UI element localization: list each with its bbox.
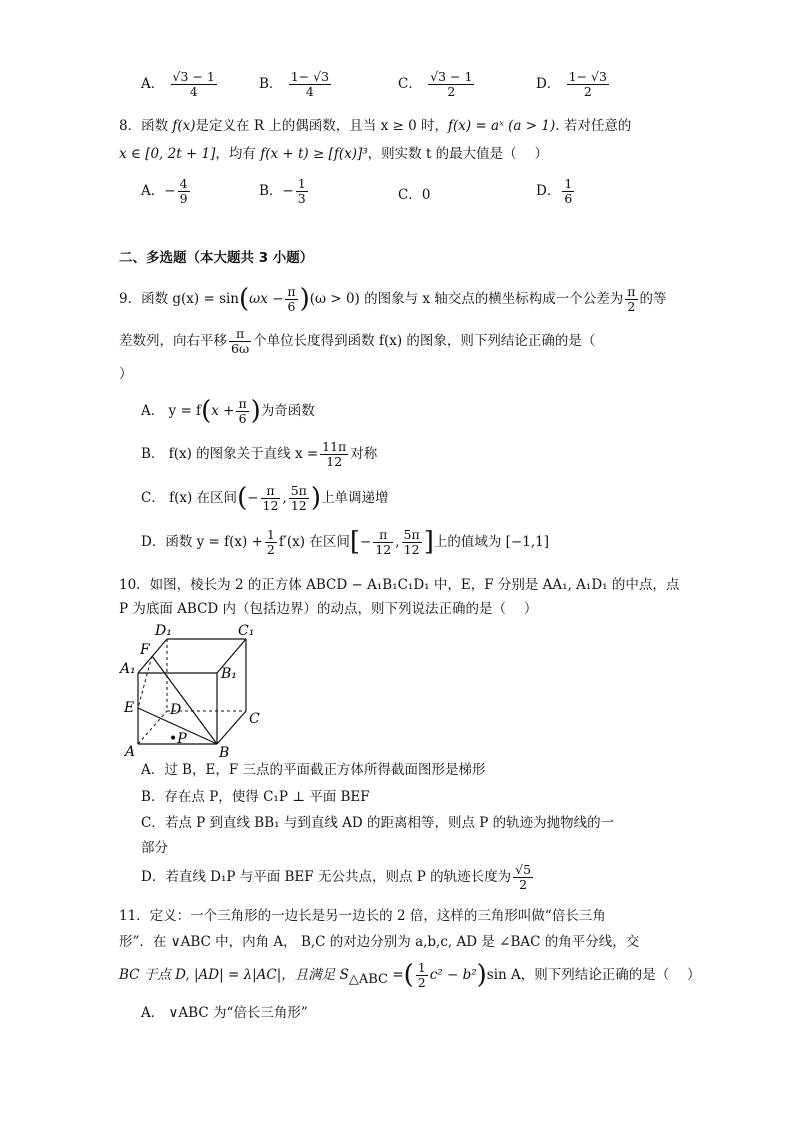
section-heading: 二、多选题（本大题共 3 小题） [119,250,314,266]
q10-option-c-line-1: C．若点 P 到直线 BB₁ 与到直线 AD 的距离相等，则点 P 的轨迹为抛物线的一 [141,815,615,831]
q9-line-3: ） [119,366,133,382]
q11-line-2: 形”．在 ∨ABC 中，内角 A， B,C 的对边分别为 a,b,c, AD 是 ∠BAC 的角平分线，交 [119,934,640,950]
label-a: A [125,744,136,760]
q11-option-a: A． ∨ABC 为“倍长三角形” [141,1005,308,1021]
q11-line-3: BC 于点 D, |AD| = λ|AC|，且满足 $S_{\triangle ABC}$ =( $\frac{1}{2}$ c² − b²)sin A，则下列结论正确的是（ ） [119,960,701,991]
q9-option-c: C． f(x) 在区间(− $\frac{\pi}{12}$ , $\frac{5\pi}{12}$ )上单调递增 [141,483,389,514]
label-b: B [219,745,230,761]
label-p: •P [169,731,187,747]
q8-option-a: A．− $\frac{4}{9}$ [141,176,188,206]
q7-a-fraction: $\frac{√3 - 1}{4}$ [172,69,215,99]
q9-line-1: 9．函数 g(x) = sin(ωx − $\frac{\pi}{6}$ )(ω > 0) 的图象与 x 轴交点的横坐标构成一个公差为 $\frac{\pi}{2}$ 的等 [119,284,667,315]
q10-option-b: B．存在点 P，使得 C₁P ⊥ 平面 BEF [141,789,370,805]
q10-option-d: D．若直线 D₁P 与平面 BEF 无公共点，则点 P 的轨迹长度为 $\frac{√5}{2}$ [141,862,532,892]
label-d1: D₁ [155,623,172,639]
q10-line-1: 10．如图，棱长为 2 的正方体 ABCD − A₁B₁C₁D₁ 中，E，F 分别是 AA₁, A₁D₁ 的中点，点 [119,577,680,593]
q7-b-fraction: $\frac{1- √3}{4}$ [290,69,330,99]
q8-line-1: 8．函数 f(x)是定义在 R 上的偶函数，且当 x ≥ 0 时，f(x) = aˣ (a > 1). 若对任意的 [119,118,632,134]
label-c1: C₁ [238,623,255,639]
cube-figure [118,620,268,760]
q9-option-b: B． f(x) 的图象关于直线 x = $\frac{11\pi}{12}$ 对称 [141,439,378,469]
q7-d-fraction: $\frac{1- √3}{2}$ [568,69,607,99]
q8-option-d: D． $\frac{1}{6}$ [536,176,573,206]
label-a1: A₁ [120,661,136,677]
label-e: E [124,700,135,716]
q8-line-2: x ∈ [0, 2t + 1]，均有 f(x + t) ≥ [f(x)]³，则实数 t 的最大值是（ ） [119,146,548,162]
q7-option-c: C． $\frac{√3 - 1}{2}$ [398,69,473,99]
q7-option-b: B． $\frac{1- √3}{4}$ [259,69,330,99]
q8-option-b: B．− $\frac{1}{3}$ [259,176,306,206]
q9-option-a: A． y = f(x + $\frac{\pi}{6}$ )为奇函数 [141,396,315,427]
q10-option-c-line-2: 部分 [141,840,168,856]
q11-line-1: 11．定义：一个三角形的一边长是另一边长的 2 倍，这样的三角形叫做“倍长三角 [119,908,606,924]
q9-line-2: 差数列，向右平移 $\frac{\pi}{6\omega}$ 个单位长度得到函数 f(x) 的图象，则下列结论正确的是（ [119,326,596,356]
label-b1: B₁ [221,666,237,682]
q7-option-a: A． $\frac{√3 - 1}{4}$ [141,69,215,99]
label-f: F [140,642,150,658]
q9-option-d: D．函数 y = f(x) + $\frac{1}{2}$ f′(x) 在区间[− $\frac{\pi}{12}$ , $\frac{5\pi}{12}$ ]上的值域为 [−1,1] [141,527,549,558]
q10-option-a: A．过 B，E，F 三点的平面截正方体所得截面图形是梯形 [141,762,486,778]
q10-line-2: P 为底面 ABCD 内（包括边界）的动点，则下列说法正确的是（ ） [119,601,538,617]
q8-option-c: C．0 [398,187,431,203]
label-c: C [249,711,260,727]
label-d: D [170,702,182,718]
q7-option-d: D． $\frac{1- √3}{2}$ [536,69,607,99]
q7-c-fraction: $\frac{√3 - 1}{2}$ [430,69,473,99]
